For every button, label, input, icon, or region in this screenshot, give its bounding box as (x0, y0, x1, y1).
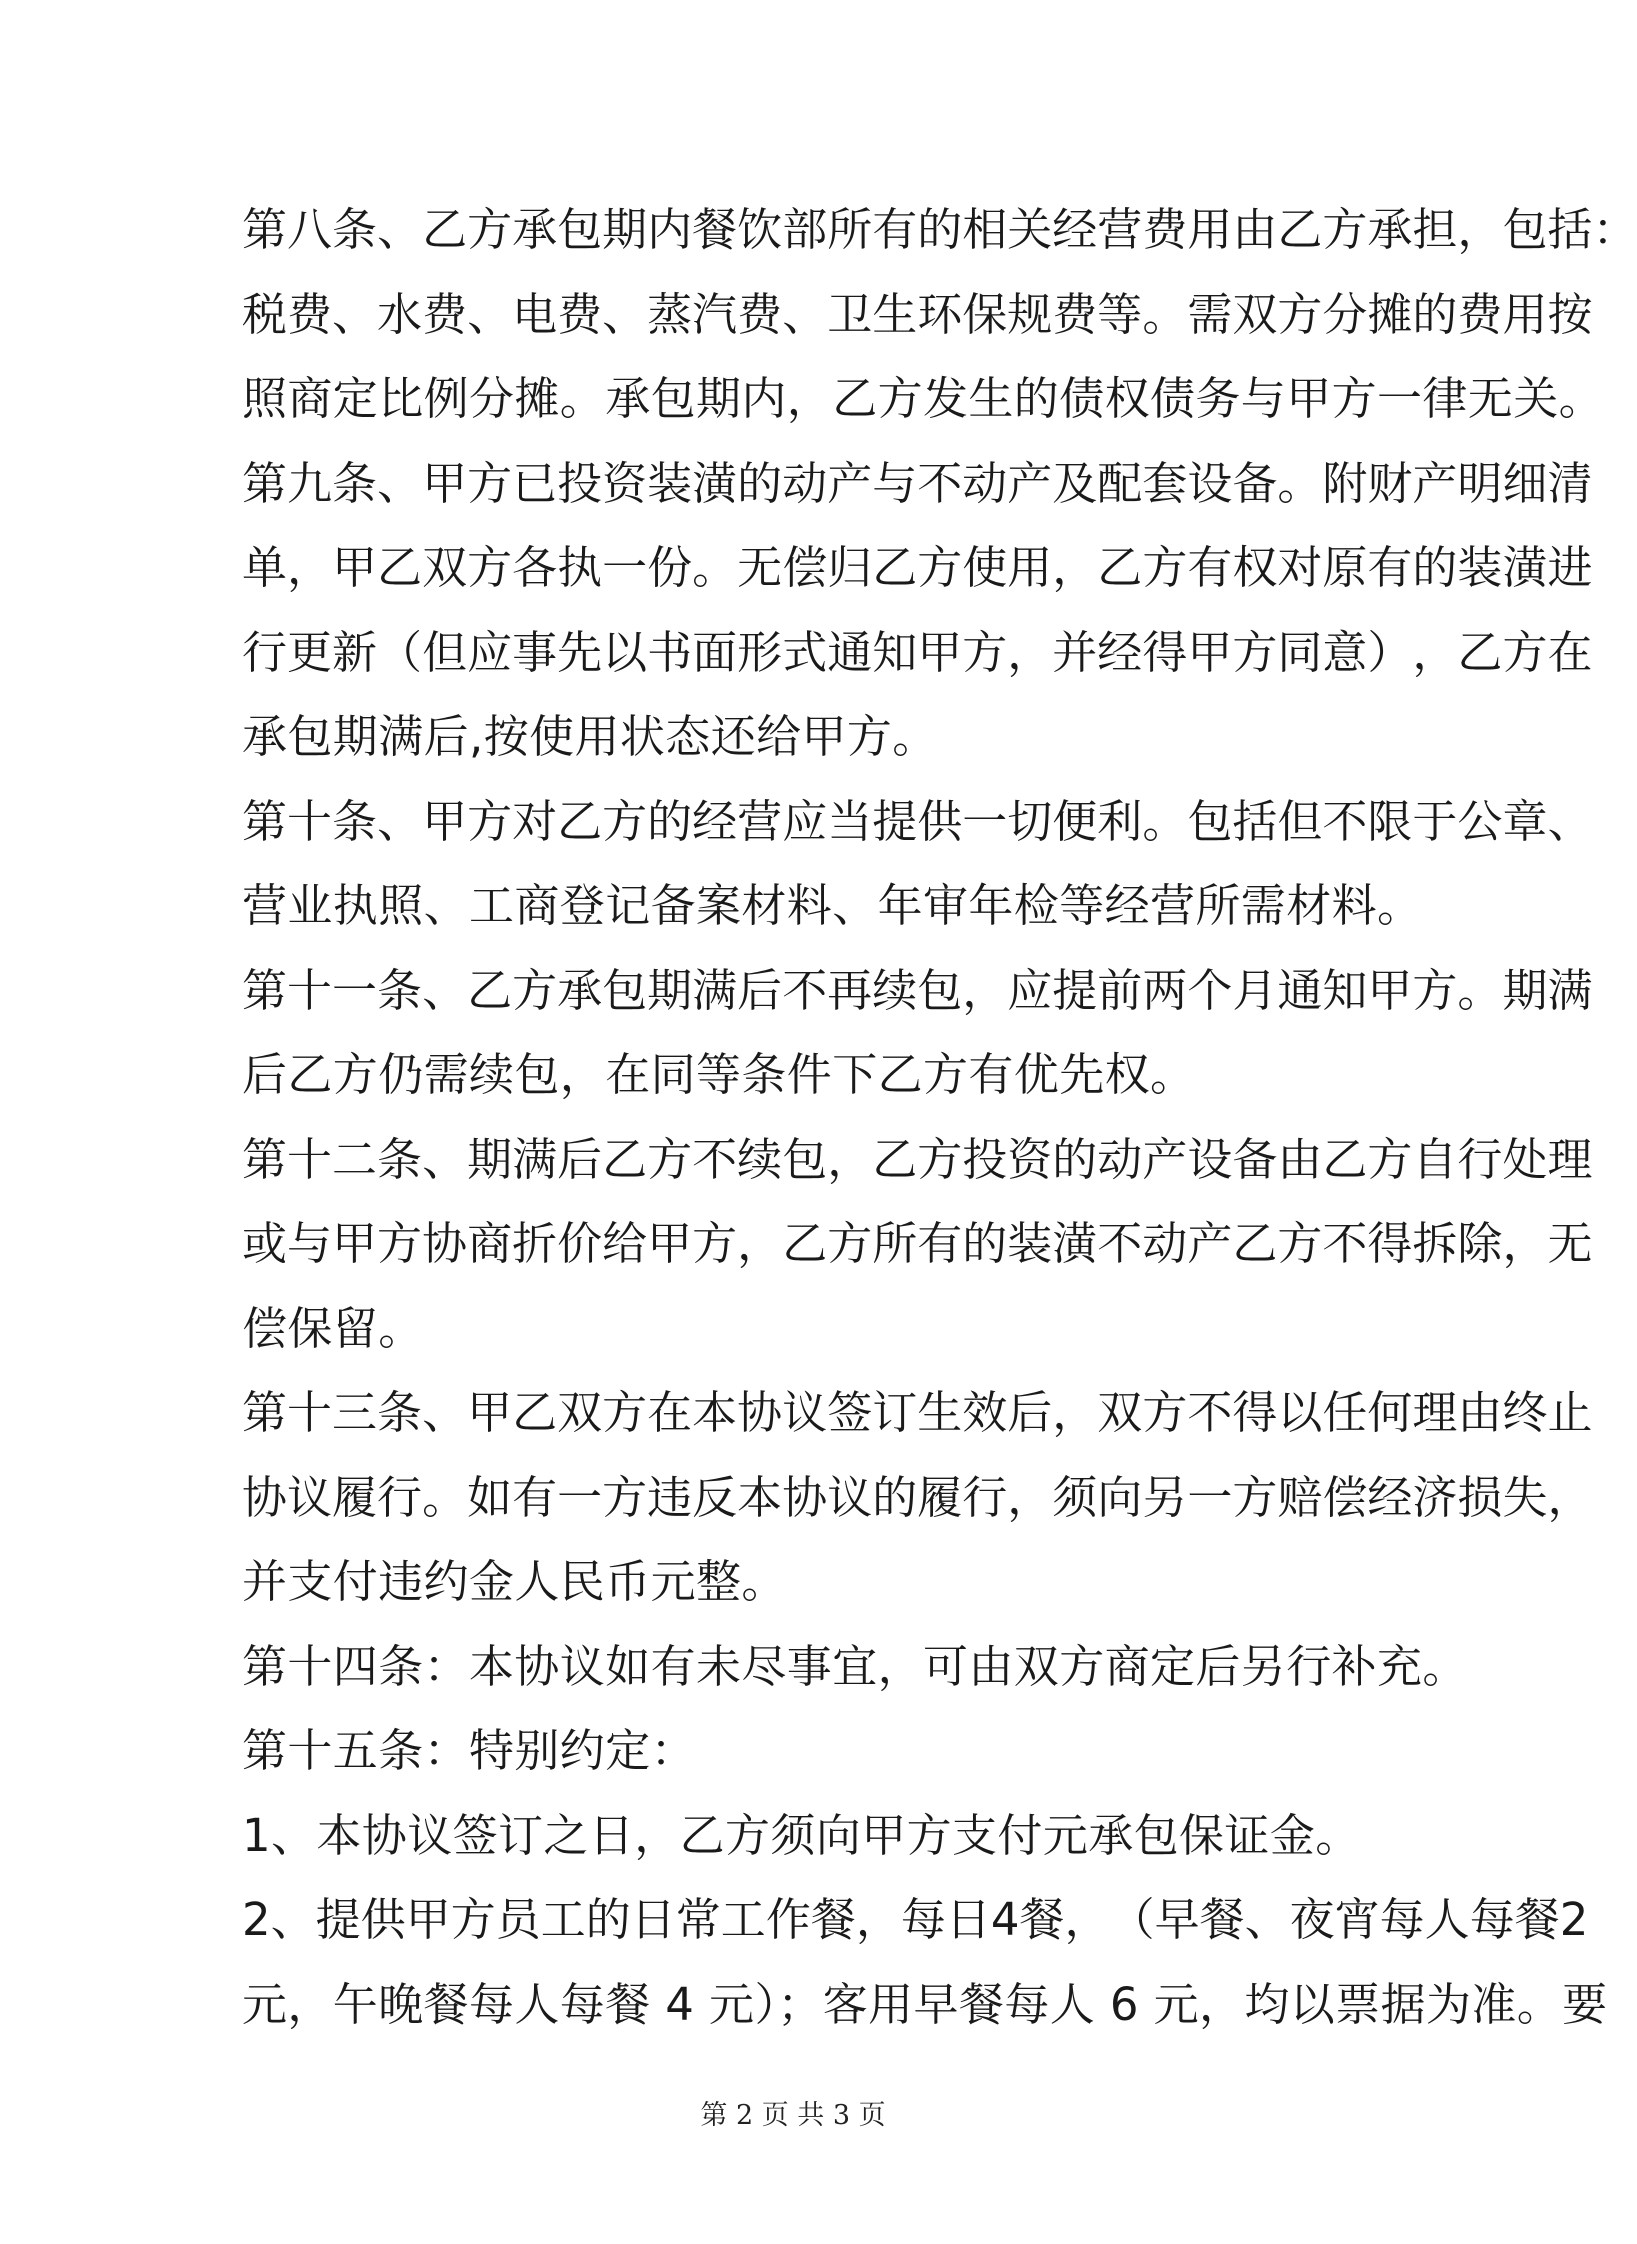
text-line: 协 议 履 行 。 如 有 一 方 违 反 本 协 议 的 履 行 ， 须 向 另 一 方 赔 偿 经 济 损 失 ， (242, 1470, 1593, 1524)
text-line: 第 十 一 条 、 乙 方 承 包 期 满 后 不 再 续 包 ， 应 提 前 两 个 月 通 知 甲 方 。 期 满 (242, 963, 1593, 1017)
page-number-footer: 第 2 页 共 3 页 (700, 2100, 886, 2131)
text-line: 1、本协议签订之日，乙方须向甲方支付元承包保证金。 (242, 1808, 1361, 1862)
text-line: 单 ， 甲 乙 双 方 各 执 一 份 。 无 偿 归 乙 方 使 用 ， 乙 方 有 权 对 原 有 的 装 潢 进 (242, 541, 1593, 594)
text-line: 承包期满后,按使用状态还给甲方。 (242, 710, 938, 763)
text-line: 第 十 二 条 、 期 满 后 乙 方 不 续 包 ， 乙 方 投 资 的 动 产 设 备 由 乙 方 自 行 处 理 (242, 1132, 1593, 1186)
text-line: 2 、 提 供 甲 方 员 工 的 日 常 工 作 餐 ， 每 日 4 餐 ， （ 早 餐 、 夜 宵 每 人 每 餐 2 (242, 1893, 1589, 1946)
text-line: 后乙方仍需续包，在同等条件下乙方有优先权。 (242, 1048, 1196, 1101)
text-line: 偿保留。 (242, 1301, 424, 1355)
text-line: 行 更 新 （ 但 应 事 先 以 书 面 形 式 通 知 甲 方 ， 并 经 得 甲 方 同 意 ） ， 乙 方 在 (242, 625, 1593, 679)
text-line: 元，午晚餐每人每餐 4 元）；客用早餐每人 6 元，均以票据为准。要 (242, 1977, 1608, 2031)
text-line: 税 费 、 水 费 、 电 费 、 蒸 汽 费 、 卫 生 环 保 规 费 等 。 需 双 方 分 摊 的 费 用 按 (242, 287, 1593, 341)
text-line: 第 九 条 、 甲 方 已 投 资 装 潢 的 动 产 与 不 动 产 及 配 套 设 备 。 附 财 产 明 细 清 (242, 456, 1593, 510)
text-line: 并支付违约金人民币元整。 (242, 1555, 787, 1608)
text-line: 第 十 条 、 甲 方 对 乙 方 的 经 营 应 当 提 供 一 切 便 利 。 包 括 但 不 限 于 公 章 、 (242, 794, 1593, 848)
text-line: 营业执照、工商登记备案材料、年审年检等经营所需材料。 (242, 879, 1423, 932)
text-line: 照商定比例分摊。承包期内，乙方发生的债权债务与甲方一律无关。 (242, 372, 1605, 425)
text-line: 第 十 三 条 、 甲 乙 双 方 在 本 协 议 签 订 生 效 后 ， 双 方 不 得 以 任 何 理 由 终 止 (242, 1386, 1593, 1439)
contract-body (242, 200, 1637, 2031)
text-line: 或 与 甲 方 协 商 折 价 给 甲 方 ， 乙 方 所 有 的 装 潢 不 动 产 乙 方 不 得 拆 除 ， 无 (242, 1217, 1593, 1270)
text-line: 第十四条：本协议如有未尽事宜，可由双方商定后另行补充。 (242, 1639, 1468, 1693)
text-line: 第十五条：特别约定： (242, 1724, 697, 1777)
text-line: 第 八 条 、 乙 方 承 包 期 内 餐 饮 部 所 有 的 相 关 经 营 费 用 由 乙 方 承 担 ， 包 括 ： (242, 203, 1637, 256)
